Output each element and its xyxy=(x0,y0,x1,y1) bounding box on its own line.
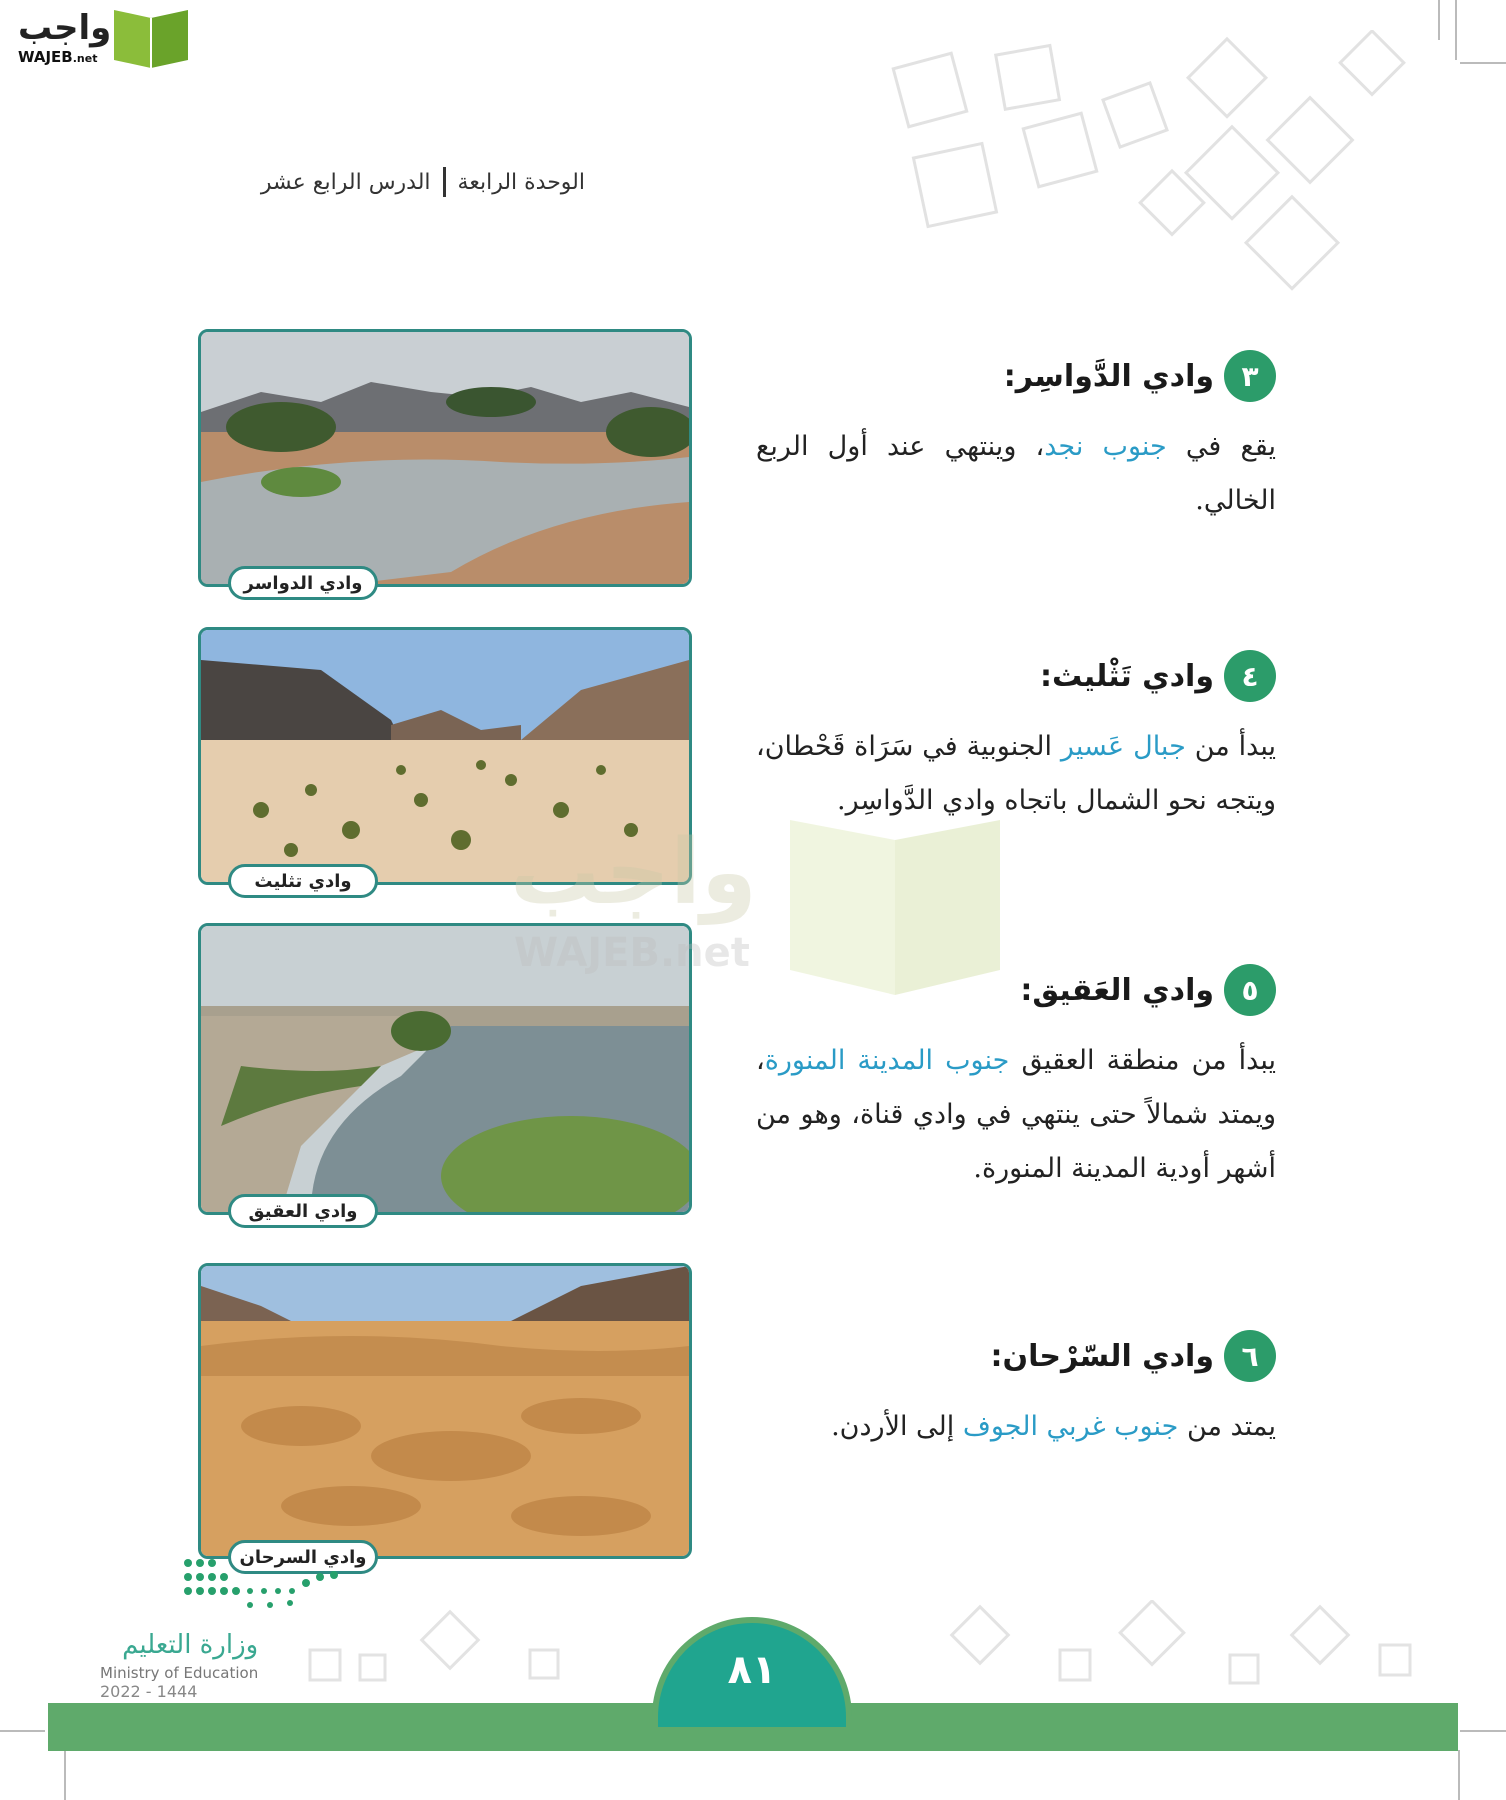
body-text: يقع في xyxy=(1166,431,1277,462)
highlighted-term[interactable]: جنوب غربي الجوف xyxy=(962,1411,1179,1442)
body-text: يبدأ من منطقة العقيق xyxy=(1009,1045,1276,1076)
book-icon xyxy=(106,8,196,70)
highlighted-term[interactable]: جنوب المدينة المنورة xyxy=(764,1045,1010,1076)
section-heading xyxy=(756,1330,1276,1382)
crop-mark xyxy=(1458,1750,1460,1800)
logo-latin xyxy=(18,48,97,66)
crop-mark xyxy=(64,1750,66,1800)
body-text: إلى الأردن. xyxy=(831,1411,963,1442)
site-logo[interactable] xyxy=(8,6,188,68)
photo-wadi-dawasir xyxy=(198,329,692,587)
body-text: ، وينتهي عند أول الربع الخالي. xyxy=(756,431,1276,516)
highlighted-term[interactable]: جبال عَسير xyxy=(1060,731,1186,762)
section-number-badge: ٤ xyxy=(1224,650,1276,702)
section-body xyxy=(756,1034,1276,1196)
section-body xyxy=(756,1400,1276,1454)
section-number-badge: ٥ xyxy=(1224,964,1276,1016)
section-number-badge: ٦ xyxy=(1224,1330,1276,1382)
ministry-name-english: Ministry of Education xyxy=(100,1664,259,1682)
body-text: يبدأ من xyxy=(1185,731,1276,762)
body-text: يمتد من xyxy=(1178,1411,1276,1442)
section-title: وادي السّرْحان: xyxy=(990,1338,1214,1374)
page-number: ٨١ xyxy=(727,1647,777,1693)
section-wadi-sirhan xyxy=(756,1330,1276,1454)
section-title: وادي الدَّواسِر: xyxy=(1003,358,1214,394)
section-title: وادي تَثْليث: xyxy=(1039,658,1214,694)
watermark-arabic: واجب xyxy=(510,820,757,925)
book-icon xyxy=(780,810,1010,1000)
landscape-image xyxy=(201,332,689,584)
lesson-header xyxy=(205,165,585,199)
logo-suffix: .net xyxy=(72,52,98,65)
photo-caption: وادي تثليث xyxy=(228,864,378,898)
logo-text: واجب xyxy=(18,8,112,48)
section-title: وادي العَقيق: xyxy=(1020,972,1214,1008)
crop-mark xyxy=(0,1730,45,1732)
ministry-name-arabic: وزارة التعليم xyxy=(122,1630,259,1660)
header-separator xyxy=(443,167,446,197)
watermark xyxy=(510,820,1030,1000)
landscape-image xyxy=(201,1266,689,1556)
ministry-logo xyxy=(100,1630,258,1701)
section-body xyxy=(756,420,1276,528)
crop-mark xyxy=(1455,0,1457,60)
section-heading xyxy=(756,650,1276,702)
body-text: ، ويمتد شمالاً حتى ينتهي في وادي قناة، وهو من أشهر أودية المدينة المنورة. xyxy=(756,1045,1276,1184)
unit-label: الوحدة الرابعة xyxy=(457,169,585,195)
bottom-pattern xyxy=(300,1600,1450,1700)
crop-mark xyxy=(1460,1730,1506,1732)
section-wadi-dawasir xyxy=(756,350,1276,528)
section-wadi-tathlith xyxy=(756,650,1276,828)
photo-caption: وادي السرحان xyxy=(228,1540,378,1574)
watermark-latin: WAJEB.net xyxy=(514,930,750,976)
decorative-pattern xyxy=(880,30,1440,300)
photo-caption: وادي العقيق xyxy=(228,1194,378,1228)
photo-caption: وادي الدواسر xyxy=(228,566,378,600)
highlighted-term[interactable]: جنوب نجد xyxy=(1044,431,1167,462)
lesson-label: الدرس الرابع عشر xyxy=(260,169,431,195)
crop-mark xyxy=(1460,62,1506,64)
body-text: الجنوبية في سَرَاة قَحْطان، ويتجه نحو الشمال باتجاه وادي الدَّواسِر. xyxy=(756,731,1276,816)
logo-latin-name: WAJEB xyxy=(18,48,73,66)
section-number-badge: ٣ xyxy=(1224,350,1276,402)
edition-year: 2022 - 1444 xyxy=(100,1682,198,1701)
photo-wadi-sirhan xyxy=(198,1263,692,1559)
section-heading xyxy=(756,350,1276,402)
